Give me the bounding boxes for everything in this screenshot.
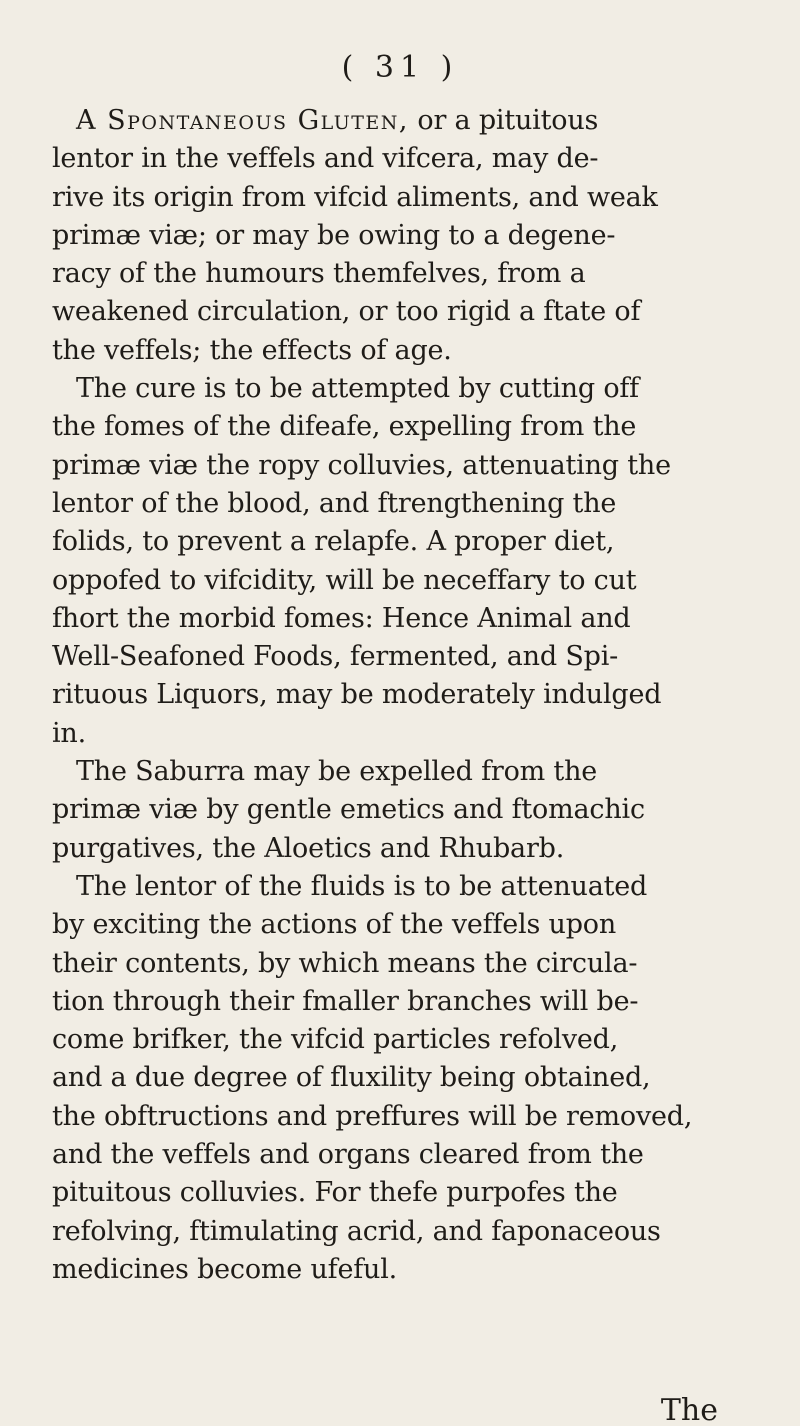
text-line: primæ viæ the ropy colluvies, attenuating the xyxy=(52,449,671,481)
text-line: primæ viæ; or may be owing to a degene- xyxy=(52,219,616,251)
text-line: their contents, by which means the circula- xyxy=(52,947,638,979)
text-line: The lentor of the fluids is to be attenuated xyxy=(76,870,648,902)
text-line: The cure is to be attempted by cutting off xyxy=(76,373,639,405)
catchword: The xyxy=(660,1396,718,1426)
text-line: come brifker, the vifcid particles refolved, xyxy=(52,1024,619,1056)
text-line: oppofed to vifcidity, will be neceffary to cut xyxy=(52,564,637,596)
text-line: Well-Seafoned Foods, fermented, and Spi- xyxy=(52,641,619,673)
text-line: and a due degree of fluxility being obtained, xyxy=(52,1062,651,1094)
text-line: weakened circulation, or too rigid a ftate of xyxy=(52,296,641,328)
text-line: A Spontaneous Gluten, or a pituitous xyxy=(76,105,599,136)
text-line: tion through their fmaller branches will be- xyxy=(52,985,639,1017)
text-line: by exciting the actions of the veffels upon xyxy=(52,909,617,941)
text-line: rive its origin from vifcid aliments, and weak xyxy=(52,181,658,213)
section-heading: A Spontaneous Gluten, xyxy=(76,105,410,136)
text-line: in. xyxy=(52,717,87,749)
text-line: the obftructions and preffures will be removed, xyxy=(52,1100,693,1132)
text-line: refolving, ftimulating acrid, and faponaceous xyxy=(52,1215,661,1247)
text-line: rituous Liquors, may be moderately indulged xyxy=(52,679,662,711)
text-line: lentor in the veffels and vifcera, may de- xyxy=(52,143,599,175)
text-line: lentor of the blood, and ftrengthening the xyxy=(52,487,617,519)
text-line: primæ viæ by gentle emetics and ftomachic xyxy=(52,794,645,826)
text-line: fhort the morbid fomes: Hence Animal and xyxy=(52,602,631,634)
text-line: racy of the humours themfelves, from a xyxy=(52,258,586,290)
page-number: ( 31 ) xyxy=(341,50,459,85)
text-line: pituitous colluvies. For thefe purpofes the xyxy=(52,1177,618,1209)
text-line: the fomes of the difeafe, expelling from the xyxy=(52,411,637,443)
text-line: folids, to prevent a relapfe. A proper diet, xyxy=(52,526,615,558)
text-line: and the veffels and organs cleared from the xyxy=(52,1139,644,1171)
text-line: the veffels; the effects of age. xyxy=(52,334,452,366)
text-line: medicines become ufeful. xyxy=(52,1253,398,1285)
text-line: purgatives, the Aloetics and Rhubarb. xyxy=(52,832,565,864)
body-text xyxy=(52,102,722,1289)
text-line: The Saburra may be expelled from the xyxy=(76,756,598,788)
